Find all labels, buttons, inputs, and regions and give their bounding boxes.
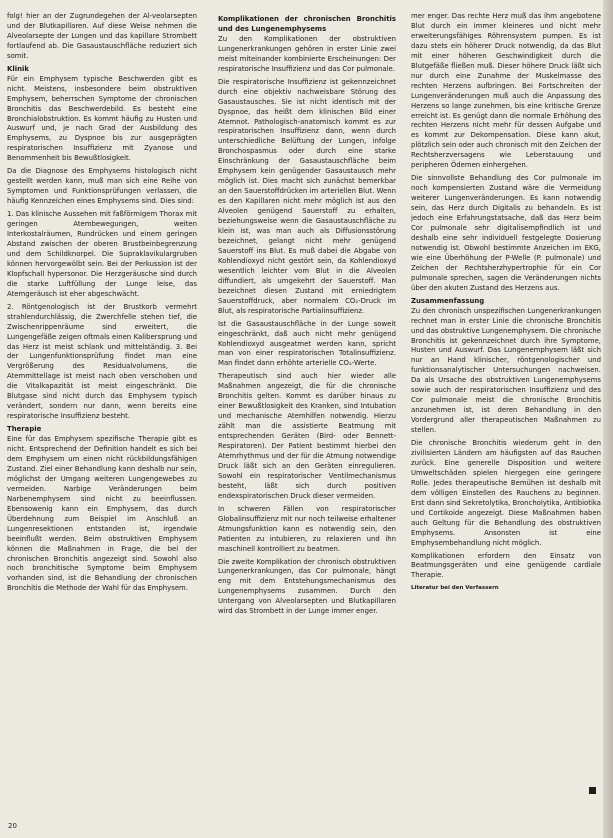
paragraph: Zu den chronisch unspezifischen Lungenerkrankungen rechnet man in erster Linie die chronische Bronchitis und das obstruktive Lungenemphysem. Die chronische Bronchitis ist gekennzeichnet durch ihre Symptome, Husten und Auswurf. Das Lungenemphysem läßt sich nur an Hand klinischer, röntgenologischer und funktionsanalytischer Untersuchungen nachweisen. Da als Ursache des obstruktiven Lungenemphysems sowie auch der respiratorischen Insuffizienz und des Cor pulmonale meist die chronische Bronchitis anzunehmen ist, ist deren Behandlung in den Vordergrund aller therapeutischen Maßnahmen zu stellen. <box>411 306 601 435</box>
paragraph: 2. Röntgenologisch ist der Brustkorb vermehrt strahlendurchlässig, die Zwerchfelle stehen tief, die Zwischenrippenräume sind erweitert, die Lungengefäße zeigen oftmals einen Kalibersprung und das Herz ist meist schlank und mittelständig. 3. Bei der Lungenfunktionsprüfung findet man eine Vergrößerung des Residualvolumens, die Atemmittellage ist meist nach oben verschoben und die Vitalkapazität ist meist eingeschränkt. Die Blutgase sind nicht durch das Emphysem typisch verändert, sondern nur dann, wenn bereits eine respiratorische Insuffizienz besteht. <box>7 302 197 421</box>
paragraph: Für ein Emphysem typische Beschwerden gibt es nicht. Meistens, insbesondere beim obstruktiven Emphysem, beherrschen Symptome der chronischen Bronchitis das Beschwerdebild. Es besteht eine Bronchialobstruktion. Es kommt häufig zu Husten und Auswurf und, je nach Grad der Ausbildung des Emphysems, zu Dyspnoe bis zur ausgeprägten respiratorischen Insuffizienz mit Zyanose und Benommenheit bis Bewußtlosigkeit. <box>7 74 197 163</box>
section-heading: Zusammenfassung <box>411 296 485 305</box>
text-column-middle <box>218 12 396 814</box>
paragraph: Therapeutisch sind auch hier wieder alle Maßnahmen angezeigt, die für die chronische Bronchitis gelten. Kommt es darüber hinaus zu einer Bewußtlosigkeit des Kranken, sind Intubation und mechanische Atemhilfen notwendig. Hierzu zählt man die assistierte Beatmung mit entsprechenden Geräten (Bird- oder Bennett-Respiratoren). Der Patient bestimmt hierbei den Atemrhythmus und der für die Atmung notwendige Druck läßt sich an den Geräten einregulieren. Sowohl ein respiratorischer Ventilmechanismus besteht, läßt sich durch positiven endexspiratorischen Druck dieser vermeiden. <box>218 372 396 500</box>
paragraph: Zu den Komplikationen der obstruktiven Lungenerkrankungen gehören in erster Linie zwei meist miteinander kombinierte Erscheinungen: Der respiratorische Insuffizienz und das Cor pulmonale. <box>218 34 396 73</box>
literature-note: Literatur bei den Verfassern <box>411 585 499 592</box>
paragraph: Die chronische Bronchitis wiederum geht in den zivilisierten Ländern am häufigsten auf das Rauchen zurück. Eine generelle Disposition und weitere Umweltschäden spielen hiergegen eine geringere Rolle. Jedes therapeutische Bemühen ist deshalb mit dem völligen Einstellen des Rauchens zu beginnen. Erst dann sind Sekretolytika, Broncholytika, Antibiotika und Cortikoide angezeigt. Diese Maßnahmen haben auch Geltung für die Behandlung des obstruktiven Emphysems. Ansonsten ist eine Emphysembehandlung nicht möglich. <box>411 439 601 547</box>
paragraph: 1. Das klinische Aussehen mit faßförmigem Thorax mit geringen Atembewegungen, weiten Interkostalräumen, Rundrücken und einem geringen Abstand zwischen der oberen Brustbeinbegrenzung und dem Schildknorpel. Die Supraklavikulargruben können hervorgewölbt sein. Bei der Perkussion ist der Klopfschall hypersonor. Die Herzgeräusche sind durch die starke Luftfüllung der Lunge leise, das Atemgeräusch ist eher abgeschwächt. <box>7 210 197 298</box>
paragraph: Ist die Gasaustauschfläche in der Lunge soweit eingeschränkt, daß auch nicht mehr genügend Kohlendioxyd ausgeatmet werden kann, spricht man von einer respiratorischen Totalinsuffizienz. Man findet dann erhöhte arterielle CO₂-Werte. <box>218 319 396 368</box>
paragraph: Da die Diagnose des Emphysems histologisch nicht gestellt werden kann, muß man sich eine Reihe von Symptomen und Funktionsprüfungen verlassen, die häufig Kennzeichen eines Emphysems sind. Dies sind: <box>7 167 197 206</box>
end-of-article-mark <box>589 787 596 794</box>
section-heading: Klinik <box>7 64 29 73</box>
text-column-left <box>7 12 197 814</box>
page-fold-shadow <box>603 0 613 838</box>
section-heading: Therapie <box>7 425 42 434</box>
paragraph: Eine für das Emphysem spezifische Therapie gibt es nicht. Entsprechend der Definition handelt es sich bei dem Emphysem um einen nicht rückbildungsfähigen Zustand. Ziel einer Behandlung kann deshalb nur sein, möglichst der Umgang weiteren Lungengewebes zu vermeiden. Narbige Veränderungen beim Narbenemphysem sind nicht zu beeinflussen. Ebensowenig kann ein Emphysem, das durch Überdehnung zum Beispiel im Anschluß an Lungenresektionen entstanden ist, irgendwie beeinflußt werden. Beim obstruktiven Emphysem können die Maßnahmen in Frage, die bei der chronischen Bronchitis angezeigt sind. Sowohl also noch bronchitische Symptome beim Emphysem vorhanden sind, ist die Behandlung der chronischen Bronchitis die Methode der Wahl für das Emphysem. <box>7 435 197 593</box>
page-number: 20 <box>8 822 17 830</box>
paragraph: Die sinnvollste Behandlung des Cor pulmonale im noch kompensierten Zustand wäre die Vermeidung weiterer Lungenveränderungen. Es kann notwendig sein, das Herz durch Digitalis zu behandeln. Es ist jedoch eine Erfahrungstatsache, daß das Herz beim Cor pulmonale sehr digitalisempfindlich ist und deshalb eine sehr individuell festgelegte Dosierung notwendig ist. Obwohl bestimmte Anzeichen im EKG, wie eine Überhöhung der P-Welle (P. pulmonale) und Zeichen der Rechtsherzhypertrophie für ein Cor pulmonale sprechen, sagen die Veränderungen nichts über den akuten Zustand des Herzens aus. <box>411 174 601 292</box>
text-column-right <box>411 12 601 814</box>
paragraph: Komplikationen erfordern den Einsatz von Beatmungsgeräten und eine genügende cardiale Therapie. <box>411 551 601 580</box>
paragraph: Die zweite Komplikation der chronisch obstruktiven Lungenerkrankungen, das Cor pulmonale, hängt eng mit dem Entstehungsmechanismus des Lungenemphysems zusammen. Durch den Untergang von Alveolarsepten und Blutkapillaren wird das Strombett in der Lunge immer enger. <box>218 557 396 616</box>
paragraph: mer enger. Das rechte Herz muß das ihm angebotene Blut durch ein immer kleineres und nicht mehr erweiterungsfähiges Röhrensystem pumpen. Es ist dazu stets ein höherer Druck notwendig, da das Blut mit einer höheren Geschwindigkeit durch die Blutgefäße fließen muß. Dieser höhere Druck läßt sich nur durch eine Zunahme der Muskelmasse des rechten Herzens aufbringen. Bei Fortschreiten der Lungenveränderungen muß auch die Anpassung des Herzens so lange zunehmen, bis eine kritische Grenze erreicht ist. Es genügt dann die normale Erhöhung des rechten Herzens nicht mehr für dessen Aufgabe und es kommt zur Dekompensation. Diese kann akut, plötzlich sein oder auch chronisch mit den Zeichen der Rechtsherzversagens wie Leberstauung und peripheren Ödemen einhergehen. <box>411 12 601 170</box>
paragraph: In schweren Fällen von respiratorischer Globalinsuffizienz mit nur noch teilweise erhaltener Atmungsfunktion kann es notwendig sein, den Patienten zu intubieren, zu relaxieren und ihn maschinell kontrolliert zu beatmen. <box>218 504 396 553</box>
paragraph: folg! hier an der Zugrundegehen der Al-veolarsepten und der Blutkapillaren. Auf diese Weise nehmen die Alveolarsepte der Lungen und das kapillare Strombett fortlaufend ab. Die Gasaustauschfläche reduziert sich somit. <box>7 12 197 60</box>
paragraph: Die respiratorische Insuffizienz ist gekennzeichnet durch eine objektiv nachweisbare Störung des Gasaustausches. Sie ist nicht identisch mit der Dyspnoe, das heißt dem klinischen Bild einer Atemnot. Pathologisch-anatomisch kommt es zur respiratorischen Insuffizienz dann, wenn durch unterschiedliche Belüftung der Lungen, infolge Bronchospasmus oder durch eine starke Einschränkung der Gasaustauschfläche beim Emphysem kein genügender Gasaustausch mehr möglich ist. Dies macht sich zunächst bemerkbar an den Sauerstoffdrücken im arteriellen Blut. Wenn es den Kapillaren nicht mehr möglich ist aus den Alveolen genügend Sauerstoff zu erhalten, beziehungsweise wenn die Gasaustauschfläche zu klein ist, was man auch als Diffusionsstörung bezeichnet, gelangt nicht mehr genügend Sauerstoff ins Blut. Es muß dabei die Abgabe von Kohlendioxyd nicht gestört sein, da Kohlendioxyd wesentlich leichter vom Blut in die Alveolen diffundiert, als umgekehrt der Sauerstoff. Man bezeichnet diesen Zustand mit erniedrigtem Sauerstoffdruck, aber normalem CO₂-Druck im Blut, als respiratorische Partialinsuffizienz. <box>218 77 396 315</box>
section-heading: Komplikationen der chronischen Bronchitis und des Lungenemphysems <box>218 15 396 33</box>
